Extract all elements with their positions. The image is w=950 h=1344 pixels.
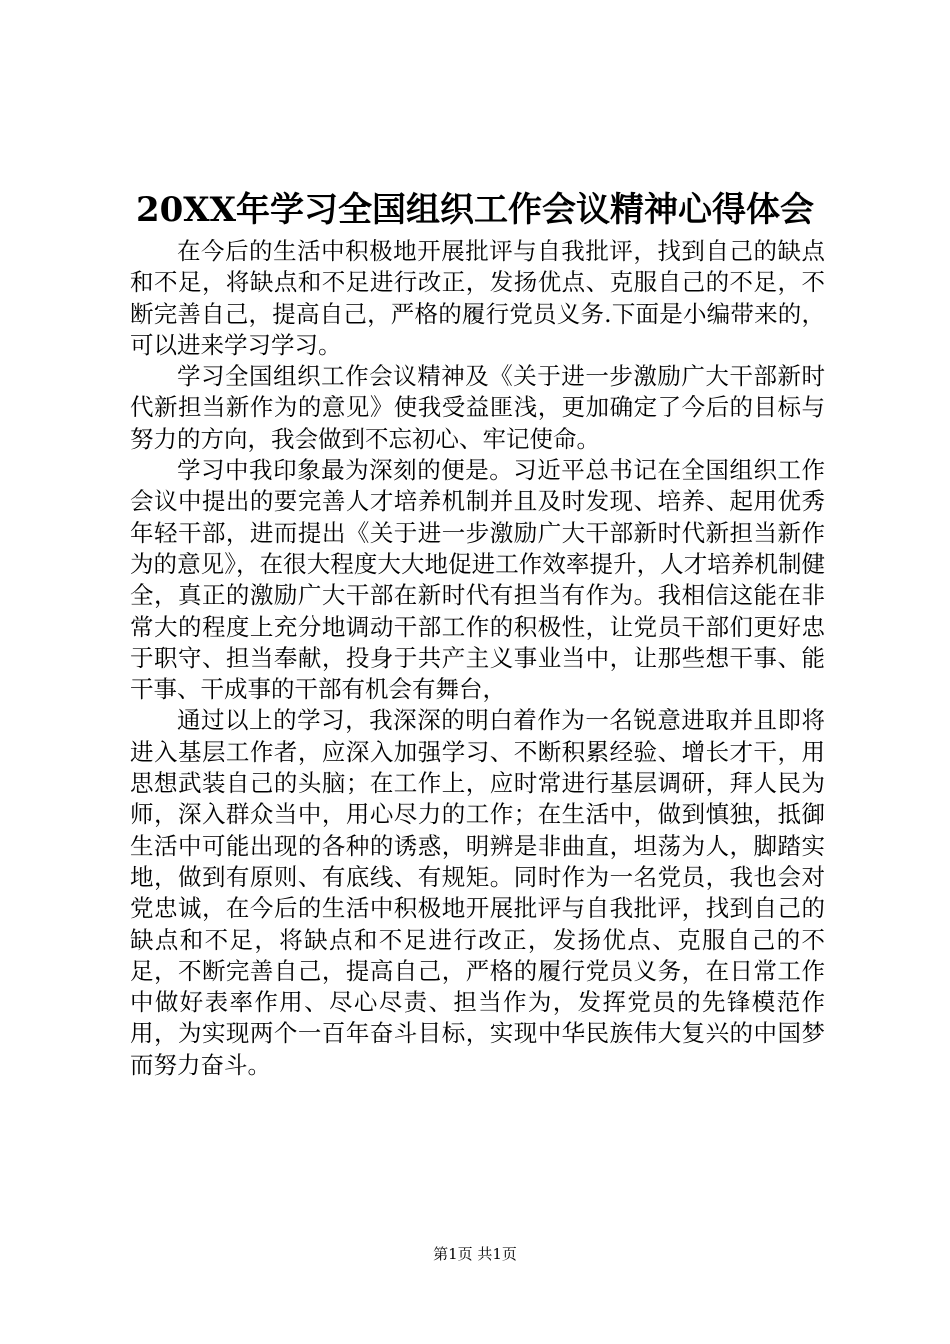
document-body — [130, 236, 825, 1081]
page-footer: 第1页 共1页 — [433, 1245, 517, 1263]
paragraph-4: 通过以上的学习，我深深的明白着作为一名锐意进取并且即将进入基层工作者，应深入加强学习、不断积累经验、增长才干，用思想武装自己的头脑；在工作上，应时常进行基层调研，拜人民为师，深入群众当中，用心尽力的工作；在生活中，做到慎独，抵御生活中可能出现的各种的诱惑，明辨是非曲直，坦荡为人，脚踏实地，做到有原则、有底线、有规矩。同时作为一名党员，我也会对党忠诚，在今后的生活中积极地开展批评与自我批评，找到自己的缺点和不足，将缺点和不足进行改正，发扬优点、克服自己的不足，不断完善自己，提高自己，严格的履行党员义务，在日常工作中做好表率作用、尽心尽责、担当作为，发挥党员的先锋模范作用，为实现两个一百年奋斗目标，实现中华民族伟大复兴的中国梦而努力奋斗。 — [130, 706, 825, 1079]
paragraph-2: 学习全国组织工作会议精神及《关于进一步激励广大干部新时代新担当新作为的意见》使我受益匪浅，更加确定了今后的目标与努力的方向，我会做到不忘初心、牢记使命。 — [130, 362, 825, 453]
paragraph-3: 学习中我印象最为深刻的便是。习近平总书记在全国组织工作会议中提出的要完善人才培养机制并且及时发现、培养、起用优秀年轻干部，进而提出《关于进一步激励广大干部新时代新担当新作为的意见》，在很大程度大大地促进工作效率提升，人才培养机制健全，真正的激励广大干部在新时代有担当有作为。我相信这能在非常大的程度上充分地调动干部工作的积极性，让党员干部们更好忠于职守、担当奉献，投身于共产主义事业当中，让那些想干事、能干事、干成事的干部有机会有舞台， — [130, 456, 825, 704]
paragraph-1: 在今后的生活中积极地开展批评与自我批评，找到自己的缺点和不足，将缺点和不足进行改正，发扬优点、克服自己的不足，不断完善自己，提高自己，严格的履行党员义务.下面是小编带来的，可以进来学习学习。 — [130, 237, 825, 359]
document-title: 20XX年学习全国组织工作会议精神心得体会 — [135, 190, 815, 230]
